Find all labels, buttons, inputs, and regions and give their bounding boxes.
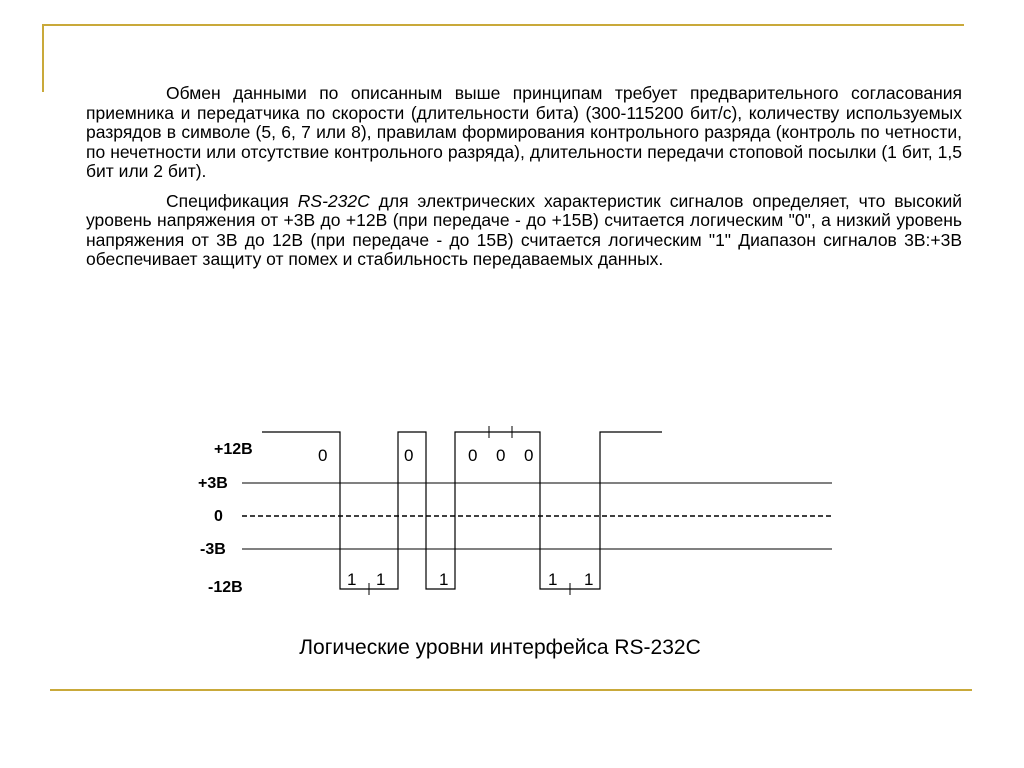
one-mark: 1 <box>548 570 558 589</box>
paragraph-spec <box>86 192 962 270</box>
signal-levels-diagram <box>190 420 850 610</box>
zero-mark: 0 <box>524 446 534 465</box>
level-label-minus12: -12В <box>208 579 243 596</box>
paragraph-spec-suffix: для электрических характеристик сигналов определяет, что высокий уровень напряжения от +3В до +12В (при передаче - до +15В) считается логическим "0", а низкий уровень напряжения от 3В до 12В (при передаче - до 15В) считается логическим "1" Диапазон сигналов 3В:+3В обеспечивает защиту от помех и стабильность передаваемых данных. <box>86 190 962 269</box>
paragraph-exchange: Обмен данными по описанным выше принципам требует предварительного согласования приемника и передатчика по скорости (длительности бита) (300-115200 бит/с), количеству используемых разрядов в символе (5, 6, 7 или 8), правилам формирования контрольного разряда (контроль по четности, по нечетности или отсутствие контрольного разряда), длительности передачи стоповой посылки (1 бит, 1,5 бит или 2 бит). <box>86 83 962 181</box>
level-label-plus3: +3В <box>198 475 228 492</box>
zero-mark: 0 <box>404 446 414 465</box>
top-rule <box>42 24 964 26</box>
zero-mark: 0 <box>318 446 328 465</box>
zero-mark: 0 <box>468 446 478 465</box>
text-block <box>86 84 962 270</box>
one-mark: 1 <box>584 570 594 589</box>
level-label-minus3: -3В <box>200 541 226 558</box>
one-mark: 1 <box>376 570 386 589</box>
one-mark: 1 <box>347 570 357 589</box>
zero-mark: 0 <box>496 446 506 465</box>
paragraph-spec-prefix: Спецификация <box>166 190 298 211</box>
paragraph-spec-term: RS-232C <box>297 190 370 211</box>
level-label-plus12: +12В <box>214 441 253 458</box>
one-mark: 1 <box>439 570 449 589</box>
diagram-caption: Логические уровни интерфейса RS-232C <box>299 636 701 659</box>
level-label-zero: 0 <box>214 508 223 525</box>
left-rule <box>42 24 44 92</box>
bottom-rule <box>50 689 972 691</box>
